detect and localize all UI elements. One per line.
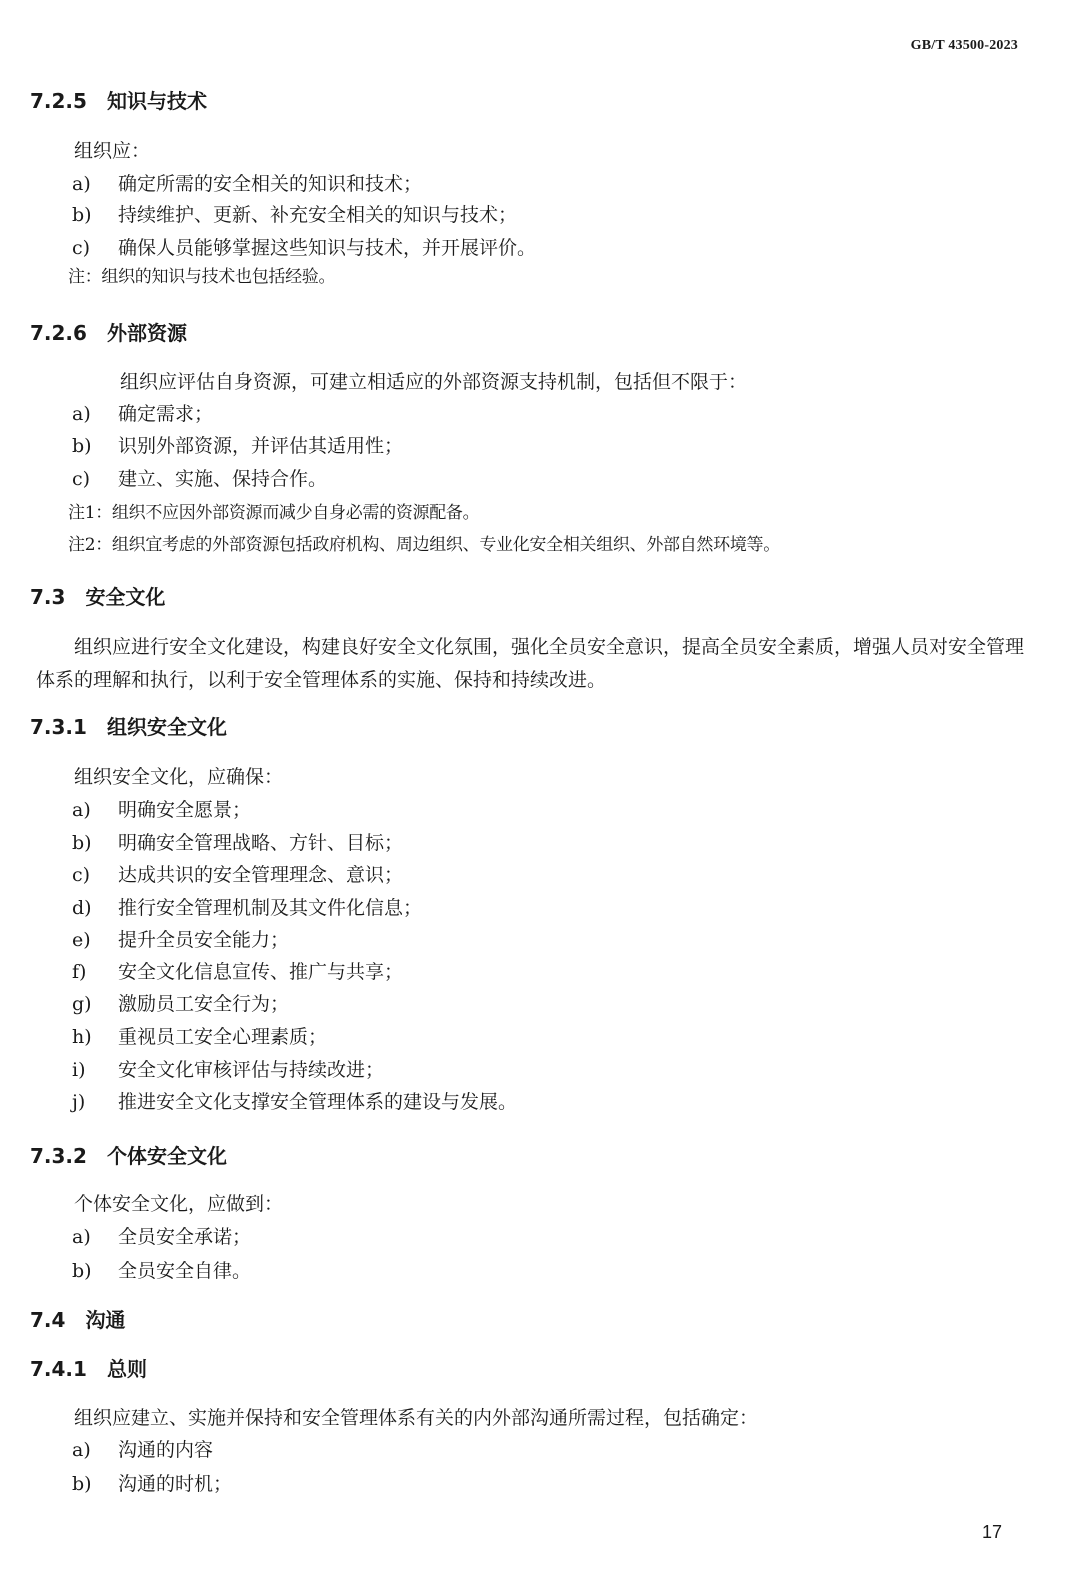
section-number: 7.3.1	[30, 715, 87, 739]
list-item	[72, 1058, 384, 1082]
heading-7-4-1	[30, 1357, 147, 1381]
heading-7-3-2	[30, 1144, 227, 1168]
list-text: 确定所需的安全相关的知识和技术；	[118, 173, 423, 195]
list-marker: a)	[72, 403, 91, 425]
list-item	[72, 203, 517, 227]
heading-7-4	[30, 1308, 125, 1332]
section-number: 7.3	[30, 585, 66, 609]
list-marker: j)	[72, 1091, 86, 1113]
list-item	[72, 960, 403, 984]
list-text: 安全文化信息宣传、推广与共享；	[118, 961, 404, 983]
list-item	[72, 1090, 517, 1114]
section-number: 7.2.6	[30, 321, 87, 345]
list-marker: c)	[72, 237, 91, 259]
section-title: 知识与技术	[106, 89, 207, 113]
list-marker: b)	[72, 1473, 92, 1495]
section-title: 个体安全文化	[106, 1144, 227, 1168]
heading-7-2-5	[30, 89, 207, 113]
section-title: 外部资源	[106, 321, 187, 345]
section-number: 7.3.2	[30, 1144, 87, 1168]
list-marker: b)	[72, 435, 92, 457]
list-marker: a)	[72, 1226, 91, 1248]
list-marker: e)	[72, 929, 91, 951]
list-text: 确定需求；	[118, 403, 214, 425]
list-marker: i)	[72, 1059, 86, 1081]
note-7-2-5: 注：组织的知识与技术也包括经验。	[68, 267, 336, 287]
list-text: 建立、实施、保持合作。	[118, 468, 328, 490]
page-number: 17	[981, 1522, 1002, 1542]
list-marker: d)	[72, 897, 92, 919]
list-text: 推进安全文化支撑安全管理体系的建设与发展。	[118, 1091, 518, 1113]
list-item	[72, 863, 403, 887]
list-marker: b)	[72, 204, 92, 226]
list-item	[72, 1438, 213, 1462]
list-item	[72, 798, 251, 822]
list-marker: b)	[72, 832, 92, 854]
section-title: 总则	[106, 1357, 147, 1381]
section-number: 7.4.1	[30, 1357, 87, 1381]
list-item	[72, 467, 327, 491]
list-item	[72, 1472, 232, 1496]
list-text: 重视员工安全心理素质；	[118, 1026, 328, 1048]
list-item	[72, 1225, 251, 1249]
list-text: 识别外部资源，并评估其适用性；	[118, 435, 404, 457]
list-marker: h)	[72, 1026, 92, 1048]
list-marker: c)	[72, 468, 91, 490]
section-number: 7.2.5	[30, 89, 87, 113]
list-item	[72, 1025, 327, 1049]
note-7-2-6-2: 注2：组织宜考虑的外部资源包括政府机构、周边组织、专业化安全相关组织、外部自然环境等。	[68, 535, 780, 555]
list-text: 明确安全管理战略、方针、目标；	[118, 832, 404, 854]
list-text: 激励员工安全行为；	[118, 993, 290, 1015]
intro-7-3-1: 组织安全文化，应确保：	[74, 766, 284, 788]
heading-7-3-1	[30, 715, 227, 739]
list-text: 确保人员能够掌握这些知识与技术，并开展评价。	[118, 237, 537, 259]
standard-code: GB/T 43500-2023	[910, 38, 1018, 53]
intro-7-4-1: 组织应建立、实施并保持和安全管理体系有关的内外部沟通所需过程，包括确定：	[74, 1407, 759, 1429]
list-marker: a)	[72, 1439, 91, 1461]
intro-7-3-2: 个体安全文化，应做到：	[74, 1193, 284, 1215]
paragraph-7-3: 组织应进行安全文化建设，构建良好安全文化氛围，强化全员安全意识，提高全员安全素质，增强人员对安全管理体系的理解和执行，以利于安全管理体系的实施、保持和持续改进。	[36, 636, 1025, 691]
list-marker: a)	[72, 173, 91, 195]
list-item	[72, 1259, 251, 1283]
heading-7-3	[30, 585, 165, 609]
list-marker: g)	[72, 993, 92, 1015]
list-text: 全员安全自律。	[118, 1260, 252, 1282]
list-text: 沟通的内容	[118, 1439, 214, 1461]
list-marker: c)	[72, 864, 91, 886]
heading-7-2-6	[30, 321, 187, 345]
list-text: 安全文化审核评估与持续改进；	[118, 1059, 385, 1081]
section-title: 组织安全文化	[106, 715, 227, 739]
list-text: 达成共识的安全管理理念、意识；	[118, 864, 404, 886]
list-marker: f)	[72, 961, 87, 983]
note-7-2-6-1: 注1：组织不应因外部资源而减少自身必需的资源配备。	[68, 503, 480, 523]
list-text: 明确安全愿景；	[118, 799, 252, 821]
intro-7-2-5: 组织应：	[74, 140, 151, 162]
list-text: 沟通的时机；	[118, 1473, 233, 1495]
list-item	[72, 896, 422, 920]
list-marker: a)	[72, 799, 91, 821]
list-item	[72, 402, 213, 426]
list-marker: b)	[72, 1260, 92, 1282]
list-item	[72, 831, 403, 855]
list-text: 持续维护、更新、补充安全相关的知识与技术；	[118, 204, 518, 226]
list-item	[72, 434, 403, 458]
section-title: 沟通	[85, 1308, 126, 1332]
section-title: 安全文化	[85, 585, 166, 609]
list-item	[72, 172, 422, 196]
section-number: 7.4	[30, 1308, 66, 1332]
list-item	[72, 236, 536, 260]
list-text: 推行安全管理机制及其文件化信息；	[118, 897, 423, 919]
list-text: 提升全员安全能力；	[118, 929, 290, 951]
list-text: 全员安全承诺；	[118, 1226, 252, 1248]
list-item	[72, 928, 289, 952]
intro-7-2-6: 组织应评估自身资源，可建立相适应的外部资源支持机制，包括但不限于：	[120, 371, 748, 393]
list-item	[72, 992, 289, 1016]
